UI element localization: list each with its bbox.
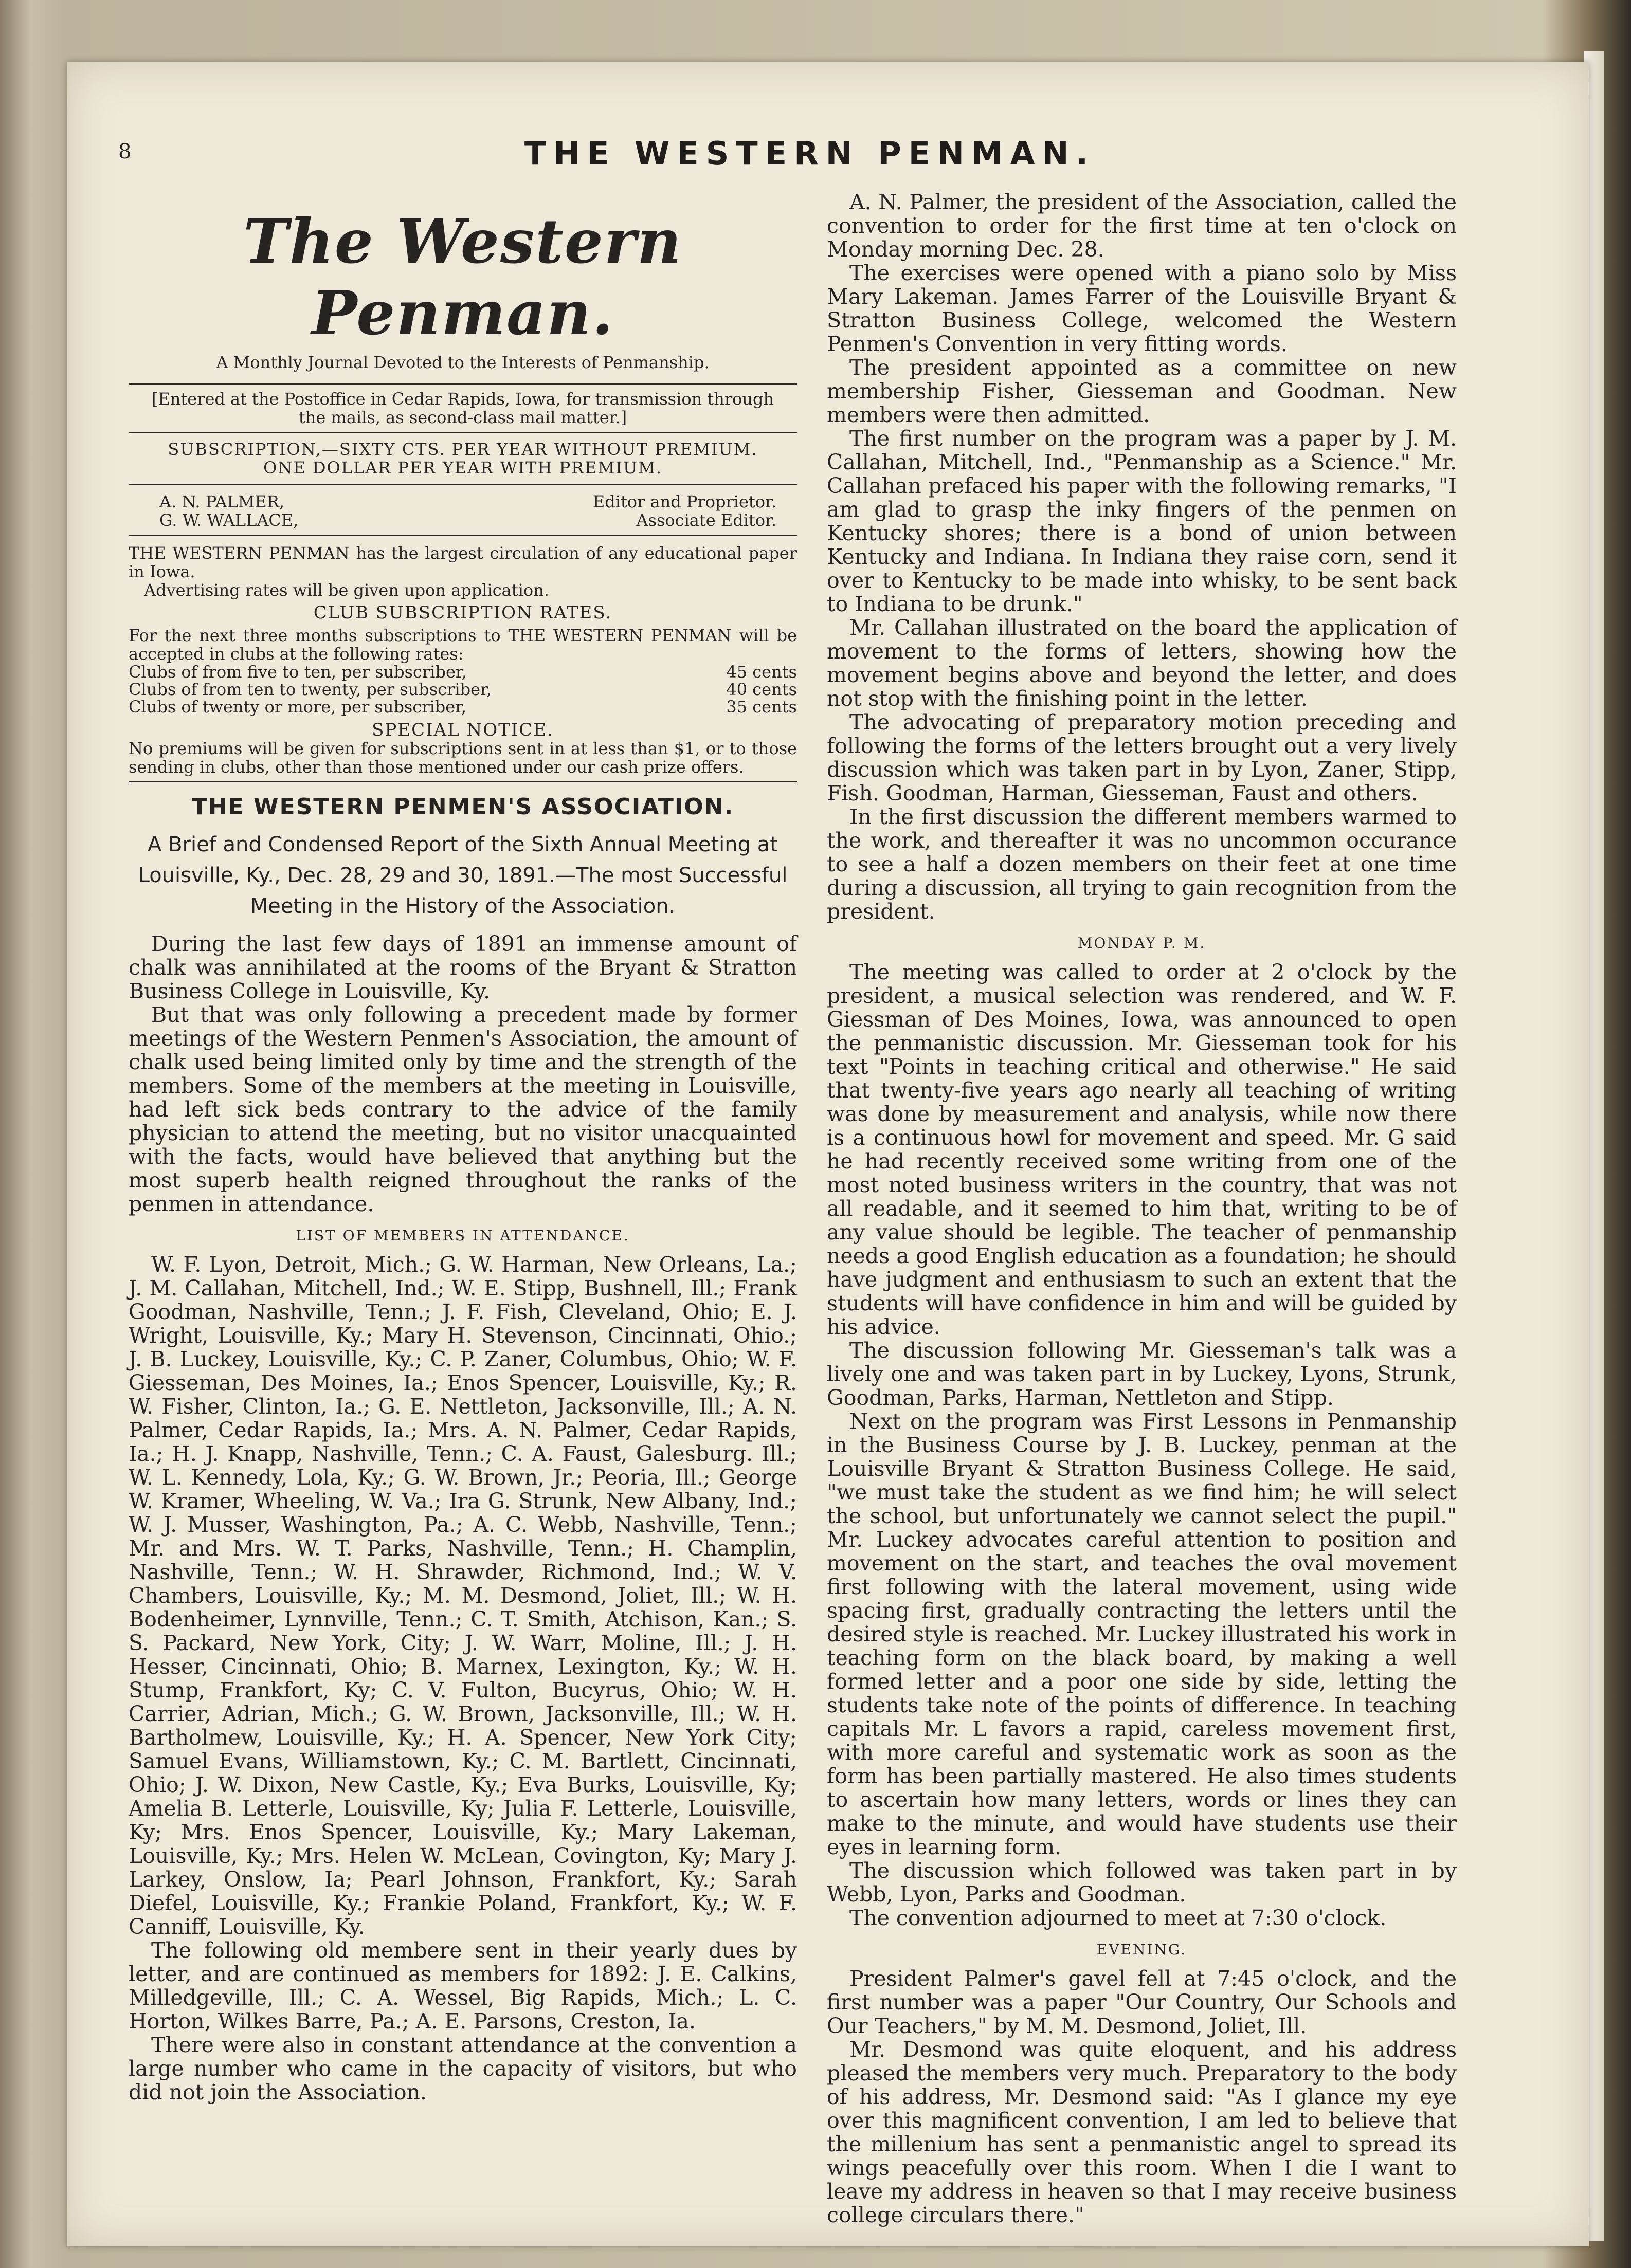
paragraph: The discussion following Mr. Giesseman's talk was a lively one and was taken part in by Luckey, Lyons, Strunk, Goodman, Parks, Harman, Nettleton and Stipp.: [827, 1338, 1457, 1410]
subscription-line-1: SUBSCRIPTION,—SIXTY CTS. PER YEAR WITHOUT PREMIUM.: [168, 440, 758, 459]
club-heading: CLUB SUBSCRIPTION RATES.: [313, 602, 612, 623]
circulation-note: THE WESTERN PENMAN has the largest circulation of any educational paper in Iowa.: [129, 543, 797, 581]
club-rate-label: Clubs of twenty or more, per subscriber,: [129, 697, 467, 717]
masthead-subtitle: A Monthly Journal Devoted to the Interests of Penmanship.: [216, 353, 710, 372]
members-list: W. F. Lyon, Detroit, Mich.; G. W. Harman, New Orleans, La.; J. M. Callahan, Mitchell, Ind.; W. E. Stipp, Bushnell, Ill.; Frank Goodman, Nashville, Tenn.; J. F. Fish, Cleveland, Ohio; E. J. Wright, Louisville, Ky.; Mary H. Stevenson, Cincinnati, Ohio.; J. B. Luckey, Louisville, Ky.; C. P. Zaner, Columbus, Ohio; W. F. Giesseman, Des Moines, Ia.; Enos Spencer, Louisville, Ky.; R. W. Fisher, Clinton, Ia.; G. E. Nettleton, Jacksonville, Ill.; A. N. Palmer, Cedar Rapids, Ia.; Mrs. A. N. Palmer, Cedar Rapids, Ia.; H. J. Knapp, Nashville, Tenn.; C. A. Faust, Galesburg. Ill.; W. L. Kennedy, Lola, Ky.; G. W. Brown, Jr.; Peoria, Ill.; George W. Kramer, Wheeling, W. Va.; Ira G. Strunk, New Albany, Ind.; W. J. Musser, Washington, Pa.; A. C. Webb, Nashville, Tenn.; Mr. and Mrs. W. T. Parks, Nashville, Tenn.; H. Champlin, Nashville, Tenn.; W. H. Shrawder, Richmond, Ind.; W. V. Chambers, Louisville, Ky.; M. M. Desmond, Joliet, Ill.; W. H. Bodenheimer, Lynnville, Tenn.; C. T. Smith, Atchison, Kan.; S. S. Packard, New York, City; J. W. Warr, Moline, Ill.; J. H. Hesser, Cincinnati, Ohio; B. Marnex, Lexington, Ky.; W. H. Stump, Frankfort, Ky; C. V. Fulton, Bucyrus, Ohio; W. H. Carrier, Adrian, Mich.; G. W. Brown, Jacksonville, Ill.; W. H. Bartholmew, Louisville, Ky.; H. A. Spencer, New York City; Samuel Evans, Williamstown, Ky.; C. M. Bartlett, Cincinnati, Ohio; J. W. Dixon, New Castle, Ky.; Eva Burks, Louisville, Ky; Amelia B. Letterle, Louisville, Ky; Julia F. Letterle, Louisville, Ky; Mrs. Enos Spencer, Louisville, Ky.; Mary Lakeman, Louisville, Ky.; Mrs. Helen W. McLean, Covington, Ky; Mary J. Larkey, Onslow, Ia; Pearl Johnson, Frankfort, Ky.; Sarah Diefel, Louisville, Ky.; Frankie Poland, Frankfort, Ky.; W. F. Canniff, Louisville, Ky.: [129, 1252, 797, 1939]
right-column: [827, 190, 1457, 2227]
paragraph: President Palmer's gavel fell at 7:45 o'clock, and the first number was a paper "Our Country, Our Schools and Our Teachers," by M. M. Desmond, Joliet, Ill.: [827, 1966, 1457, 2038]
associate-name: G. W. WALLACE,: [159, 510, 299, 530]
club-intro: For the next three months subscriptions to THE WESTERN PENMAN will be accepted in clubs at the following rates:: [129, 626, 797, 664]
associate-row: [159, 511, 776, 529]
club-rates: [129, 663, 797, 716]
paragraph: Next on the program was First Lessons in Penmanship in the Business Course by J. B. Luckey, penman at the Louisville Bryant & Stratton Business College. He said, "we must take the student as we find him; he will select the school, but unfortunately we cannot select the pupil." Mr. Luckey advocates careful attention to position and movement on the start, and teaches the oval movement first following with the lateral movement, using wide spacing first, gradually contracting the letters until the desired style is reached. Mr. Luckey illustrated his work in teaching form on the black board, by making a well formed letter and a poor one side by side, letting the students take note of the points of difference. In teaching capitals Mr. L favors a rapid, careless movement first, with more careful and systematic work as soon as the form has been partially mastered. He also times students to ascertain how many letters, words or lines they can make to the minute, and would have students use their eyes in learning form.: [827, 1409, 1457, 1859]
divider: [129, 383, 797, 385]
article-subtitle: A Brief and Condensed Report of the Sixth Annual Meeting at Louisville, Ky., Dec. 28, 29 and 30, 1891.—The most Successful Meeting in the History of the Association.: [138, 833, 788, 918]
club-rate-price: 35 cents: [726, 697, 797, 717]
paragraph: The following old membere sent in their yearly dues by letter, and are continued as members for 1892: J. E. Calkins, Milledgeville, Ill.; C. A. Wessel, Big Rapids, Mich.; L. C. Horton, Wilkes Barre, Pa.; A. E. Parsons, Creston, Ia.: [129, 1938, 797, 2034]
monday-pm-heading: MONDAY P. M.: [1077, 935, 1206, 952]
paragraph: There were also in constant attendance at the convention a large number who came in the capacity of visitors, but who did not join the Association.: [129, 2033, 797, 2105]
paragraph: Mr. Callahan illustrated on the board the application of movement to the forms of letters, showing how the movement begins above and beyond the letter, and does not stop with the finishing point in the letter.: [827, 615, 1457, 711]
special-notice-text: No premiums will be given for subscriptions sent in at less than $1, or to those sending in clubs, other than those mentioned under our cash prize offers.: [129, 739, 797, 777]
article-body-left: [129, 932, 797, 2104]
entry-note: [Entered at the Postoffice in Cedar Rapids, Iowa, for transmission through the mails, as second-class mail matter.]: [151, 389, 774, 427]
evening-heading: EVENING.: [1096, 1941, 1187, 1958]
page-number: 8: [118, 140, 132, 163]
special-notice-heading: SPECIAL NOTICE.: [372, 720, 554, 740]
paragraph: The advocating of preparatory motion preceding and following the forms of the letters brought out a very lively discussion which was taken part in by Lyon, Zaner, Stipp, Fish. Goodman, Harman, Giesseman, Faust and others.: [827, 710, 1457, 806]
club-rate-price: 45 cents: [726, 662, 797, 682]
divider: [129, 432, 797, 433]
paragraph: The meeting was called to order at 2 o'clock by the president, a musical selection was rendered, and W. F. Giessman of Des Moines, Iowa, was announced to open the penmanistic discussion. Mr. Giesseman took for his text "Points in teaching critical and otherwise." He said that twenty-five years ago nearly all teaching of writing was done by measurement and analysis, while now there is a continuous howl for movement and speed. Mr. G said he had recently received some writing from one of the most noted business writers in the country, that was not all readable, and it seemed to him that, writing to be of any value should be legible. The teacher of penmanship needs a good English education as a foundation; he should have judgment and enthusiasm to such an extent that the students will have confidence in him and will be guided by his advice.: [827, 960, 1457, 1339]
article-body-right: [827, 190, 1457, 2227]
paragraph: The president appointed as a committee on new membership Fisher, Giesseman and Goodman. New members were then admitted.: [827, 355, 1457, 427]
advertising-note: Advertising rates will be given upon application.: [144, 580, 549, 600]
club-rate-price: 40 cents: [726, 680, 797, 699]
article-title: THE WESTERN PENMEN'S ASSOCIATION.: [191, 794, 734, 820]
paragraph: In the first discussion the different members warmed to the work, and thereafter it was no uncommon occurance to see a half a dozen members on their feet at one time during a discussion, all trying to gain recognition from the president.: [827, 804, 1457, 924]
associate-role: Associate Editor.: [636, 510, 776, 530]
paragraph: Mr. Desmond was quite eloquent, and his address pleased the members very much. Preparatory to the body of his address, Mr. Desmond said: "As I glance my eye over this magnificent convention, I am led to believe that the millenium has sent a penmanistic angel to spread its wings peacefully over this room. When I die I want to leave my address in heaven so that I may receive business college circulars there.": [827, 2037, 1457, 2227]
paragraph: The discussion which followed was taken part in by Webb, Lyon, Parks and Goodman.: [827, 1858, 1457, 1907]
running-title: THE WESTERN PENMAN.: [524, 135, 1096, 172]
club-rate-row: [129, 663, 797, 681]
paragraph: A. N. Palmer, the president of the Association, called the convention to order for the first time at ten o'clock on Monday morning Dec. 28.: [827, 190, 1457, 262]
paragraph: But that was only following a precedent made by former meetings of the Western Penmen's Association, the amount of chalk used being limited only by time and the strength of the members. Some of the members at the meeting in Louisville, had left sick beds contrary to the advice of the family physician to attend the meeting, but no visitor unacquainted with the facts, would have believed that anything but the most superb health reigned throughout the ranks of the penmen in attendance.: [129, 1002, 797, 1216]
staff-block: [129, 489, 797, 529]
members-heading: LIST OF MEMBERS IN ATTENDANCE.: [296, 1227, 630, 1244]
subscription-line-2: ONE DOLLAR PER YEAR WITH PREMIUM.: [263, 458, 662, 478]
paragraph: The exercises were opened with a piano solo by Miss Mary Lakeman. James Farrer of the Louisville Bryant & Stratton Business College, welcomed the Western Penmen's Convention in very fitting words.: [827, 261, 1457, 356]
club-rate-label: Clubs of from five to ten, per subscriber,: [129, 662, 467, 682]
paragraph: The convention adjourned to meet at 7:30 o'clock.: [849, 1906, 1387, 1930]
divider: [129, 484, 797, 485]
left-column: [129, 190, 797, 2104]
divider: [129, 781, 797, 783]
masthead-title: The Western Penman.: [243, 206, 682, 349]
editor-role: Editor and Proprietor.: [592, 492, 776, 511]
divider: [129, 535, 797, 536]
club-rate-row: [129, 681, 797, 698]
editor-name: A. N. PALMER,: [159, 492, 285, 511]
paragraph: During the last few days of 1891 an immense amount of chalk was annihilated at the rooms of the Bryant & Stratton Business College in Louisville, Ky.: [129, 931, 797, 1003]
editor-row: [159, 492, 776, 511]
club-rate-label: Clubs of from ten to twenty, per subscriber,: [129, 680, 492, 699]
club-rate-row: [129, 698, 797, 716]
paragraph: The first number on the program was a paper by J. M. Callahan, Mitchell, Ind., "Penmanship as a Science." Mr. Callahan prefaced his paper with the following remarks, "I am glad to grasp the inky fingers of the penmen on Kentucky shores; there is a bond of union between Kentucky and Indiana. In Indiana they raise corn, send it over to Kentucky to be made into whisky, to be sent back to Indiana to be drunk.": [827, 426, 1457, 616]
